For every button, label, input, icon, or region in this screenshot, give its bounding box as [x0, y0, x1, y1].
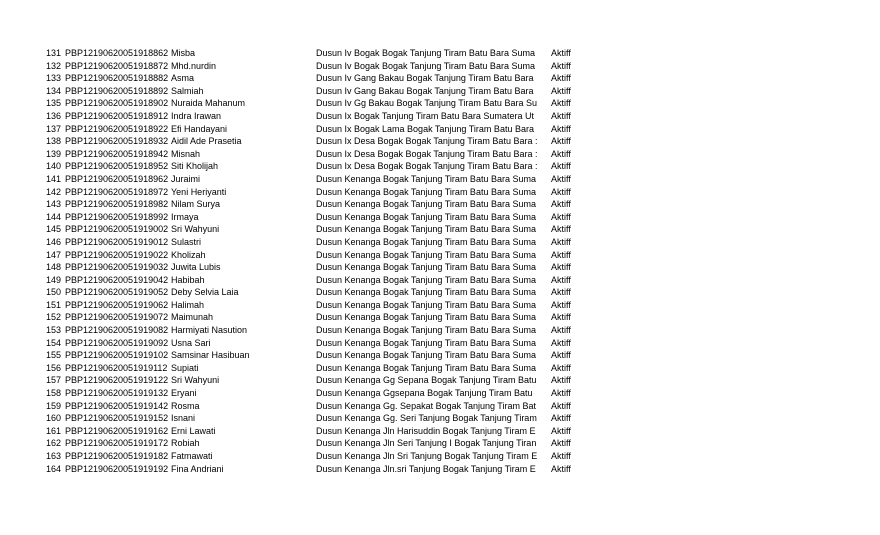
table-row: [46, 299, 571, 312]
recipient-id: PBP12190620051918992: [65, 211, 169, 222]
recipient-name: Fina Andriani: [171, 463, 224, 474]
status-text: Aktiff: [551, 425, 591, 438]
recipient-name: Deby Selvia Laia: [171, 287, 239, 298]
status-text: Aktiff: [551, 60, 591, 73]
recipient-name: Samsinar Hasibuan: [171, 350, 250, 361]
data-table: [46, 47, 571, 475]
recipient-address: Dusun Kenanga Gg. Seri Tanjung Bogak Tanjung Tiram: [316, 413, 537, 424]
row-number: 141: [46, 173, 62, 184]
row-number: 156: [46, 362, 62, 373]
recipient-address: Dusun Iv Bogak Bogak Tanjung Tiram Batu Bara Suma: [316, 60, 535, 71]
row-number: 147: [46, 249, 62, 260]
recipient-id: PBP12190620051918892: [65, 85, 169, 96]
recipient-name: Sulastri: [171, 236, 202, 247]
row-number: 152: [46, 312, 62, 323]
recipient-address: Dusun Kenanga Bogak Tanjung Tiram Batu Bara Suma: [316, 186, 536, 197]
recipient-id: PBP12190620051918922: [65, 123, 169, 134]
row-number: 146: [46, 236, 62, 247]
table-row: [46, 211, 571, 224]
row-number: 155: [46, 350, 62, 361]
recipient-id: PBP12190620051919092: [65, 337, 169, 348]
recipient-name: Sri Wahyuni: [171, 375, 220, 386]
row-number: 157: [46, 375, 62, 386]
recipient-id: PBP12190620051918942: [65, 148, 169, 159]
table-row: [46, 198, 571, 211]
table-row: [46, 425, 571, 438]
row-number: 160: [46, 413, 62, 424]
row-number: 133: [46, 73, 62, 84]
table-row: [46, 400, 571, 413]
recipient-address: Dusun Kenanga Jln Seri Tanjung I Bogak Tanjung Tiran: [316, 438, 537, 449]
row-number: 131: [46, 48, 62, 58]
status-text: Aktiff: [551, 450, 591, 463]
recipient-name: Isnani: [171, 413, 196, 424]
recipient-id: PBP12190620051918912: [65, 110, 169, 121]
recipient-id: PBP12190620051919102: [65, 350, 169, 361]
recipient-name: Maimunah: [171, 312, 214, 323]
recipient-id: PBP12190620051918872: [65, 60, 169, 71]
recipient-address: Dusun Kenanga Bogak Tanjung Tiram Batu Bara Suma: [316, 224, 536, 235]
recipient-id: PBP12190620051919062: [65, 299, 169, 310]
recipient-address: Dusun Kenanga Gg. Sepakat Bogak Tanjung Tiram Bat: [316, 400, 536, 411]
row-number: 158: [46, 388, 62, 399]
row-number: 134: [46, 85, 62, 96]
status-text: Aktiff: [551, 97, 591, 110]
recipient-id: PBP12190620051918932: [65, 136, 169, 147]
recipient-address: Dusun Kenanga Ggsepana Bogak Tanjung Tiram Batu: [316, 388, 533, 399]
row-number: 135: [46, 98, 62, 109]
table-row: [46, 60, 571, 73]
row-number: 137: [46, 123, 62, 134]
recipient-name: Efi Handayani: [171, 123, 228, 134]
status-text: Aktiff: [551, 47, 591, 60]
status-text: Aktiff: [551, 173, 591, 186]
recipient-address: Dusun Kenanga Jln.sri Tanjung Bogak Tanjung Tiram E: [316, 463, 536, 474]
recipient-id: PBP12190620051918882: [65, 73, 169, 84]
recipient-address: Dusun Kenanga Bogak Tanjung Tiram Batu Bara Suma: [316, 236, 536, 247]
recipient-address: Dusun Kenanga Jln Sri Tanjung Bogak Tanjung Tiram E: [316, 451, 538, 461]
recipient-id: PBP12190620051918972: [65, 186, 169, 197]
recipient-address: Dusun Kenanga Bogak Tanjung Tiram Batu Bara Suma: [316, 249, 536, 260]
status-text: Aktiff: [551, 72, 591, 85]
row-number: 151: [46, 299, 62, 310]
status-text: Aktiff: [551, 211, 591, 224]
status-text: Aktiff: [551, 437, 591, 450]
recipient-address: Dusun Kenanga Bogak Tanjung Tiram Batu Bara Suma: [316, 262, 536, 273]
recipient-name: Misba: [171, 48, 196, 58]
table-row: [46, 387, 571, 400]
recipient-id: PBP12190620051919152: [65, 413, 169, 424]
recipient-id: PBP12190620051919052: [65, 287, 169, 298]
status-text: Aktiff: [551, 374, 591, 387]
recipient-id: PBP12190620051919002: [65, 224, 169, 235]
table-row: [46, 374, 571, 387]
recipient-address: Dusun Kenanga Bogak Tanjung Tiram Batu Bara Suma: [316, 362, 536, 373]
recipient-address: Dusun Iv Gg Bakau Bogak Tanjung Tiram Batu Bara Su: [316, 98, 537, 109]
row-number: 159: [46, 400, 62, 411]
row-number: 142: [46, 186, 62, 197]
recipient-name: Juwita Lubis: [171, 262, 221, 273]
recipient-address: Dusun Kenanga Bogak Tanjung Tiram Batu Bara Suma: [316, 312, 536, 323]
row-number: 140: [46, 161, 62, 172]
recipient-id: PBP12190620051919032: [65, 262, 169, 273]
recipient-name: Robiah: [171, 438, 200, 449]
status-text: Aktiff: [551, 337, 591, 350]
table-row: [46, 160, 571, 173]
status-text: Aktiff: [551, 223, 591, 236]
recipient-name: Halimah: [171, 299, 205, 310]
status-text: Aktiff: [551, 186, 591, 199]
recipient-name: Habibah: [171, 274, 205, 285]
table-row: [46, 324, 571, 337]
row-number: 143: [46, 199, 62, 210]
recipient-name: Irmaya: [171, 211, 199, 222]
recipient-id: PBP12190620051919112: [65, 362, 168, 373]
recipient-address: Dusun Kenanga Bogak Tanjung Tiram Batu Bara Suma: [316, 325, 536, 336]
row-number: 161: [46, 425, 62, 436]
recipient-name: Misnah: [171, 148, 201, 159]
row-number: 154: [46, 337, 62, 348]
row-number: 164: [46, 463, 62, 474]
recipient-id: PBP12190620051919182: [65, 451, 169, 461]
row-number: 148: [46, 262, 62, 273]
table-row: [46, 463, 571, 476]
recipient-address: Dusun Kenanga Bogak Tanjung Tiram Batu Bara Suma: [316, 199, 536, 210]
status-text: Aktiff: [551, 85, 591, 98]
status-text: Aktiff: [551, 135, 591, 148]
status-text: Aktiff: [551, 400, 591, 413]
status-text: Aktiff: [551, 198, 591, 211]
recipient-id: PBP12190620051919012: [65, 236, 169, 247]
recipient-id: PBP12190620051919172: [65, 438, 169, 449]
table-row: [46, 412, 571, 425]
row-number: 145: [46, 224, 62, 235]
recipient-id: PBP12190620051919042: [65, 274, 169, 285]
recipient-address: Dusun Ix Desa Bogak Bogak Tanjung Tiram Batu Bara :: [316, 148, 538, 159]
status-text: Aktiff: [551, 110, 591, 123]
recipient-name: Sri Wahyuni: [171, 224, 220, 235]
recipient-address: Dusun Ix Bogak Lama Bogak Tanjung Tiram Batu Bara: [316, 123, 534, 134]
row-number: 132: [46, 60, 62, 71]
table-row: [46, 286, 571, 299]
recipient-name: Erni Lawati: [171, 425, 216, 436]
recipient-address: Dusun Kenanga Bogak Tanjung Tiram Batu Bara Suma: [316, 287, 536, 298]
recipient-id: PBP12190620051919082: [65, 325, 169, 336]
status-text: Aktiff: [551, 160, 591, 173]
recipient-id: PBP12190620051918862: [65, 48, 169, 58]
recipient-name: Yeni Heriyanti: [171, 186, 227, 197]
recipient-address: Dusun Iv Bogak Bogak Tanjung Tiram Batu Bara Suma: [316, 48, 535, 58]
recipient-id: PBP12190620051919072: [65, 312, 169, 323]
recipient-id: PBP12190620051918902: [65, 98, 169, 109]
table-row: [46, 72, 571, 85]
table-row: [46, 148, 571, 161]
recipient-name: Mhd.nurdin: [171, 60, 217, 71]
table-row: [46, 349, 571, 362]
recipient-address: Dusun Ix Desa Bogak Bogak Tanjung Tiram Batu Bara :: [316, 136, 538, 147]
recipient-name: Harmiyati Nasution: [171, 325, 248, 336]
recipient-id: PBP12190620051918952: [65, 161, 169, 172]
recipient-address: Dusun Iv Gang Bakau Bogak Tanjung Tiram Batu Bara: [316, 85, 534, 96]
status-text: Aktiff: [551, 148, 591, 161]
status-text: Aktiff: [551, 274, 591, 287]
recipient-id: PBP12190620051918962: [65, 173, 169, 184]
table-row: [46, 47, 571, 60]
recipient-id: PBP12190620051919132: [65, 388, 169, 399]
status-text: Aktiff: [551, 123, 591, 136]
recipient-name: Fatmawati: [171, 451, 213, 461]
status-text: Aktiff: [551, 387, 591, 400]
status-text: Aktiff: [551, 299, 591, 312]
recipient-address: Dusun Kenanga Bogak Tanjung Tiram Batu Bara Suma: [316, 211, 536, 222]
recipient-id: PBP12190620051919192: [65, 463, 169, 474]
recipient-name: Eryani: [171, 388, 197, 399]
status-text: Aktiff: [551, 349, 591, 362]
recipient-name: Kholizah: [171, 249, 206, 260]
recipient-name: Aidil Ade Prasetia: [171, 136, 242, 147]
status-text: Aktiff: [551, 286, 591, 299]
row-number: 162: [46, 438, 62, 449]
table-row: [46, 223, 571, 236]
status-text: Aktiff: [551, 362, 591, 375]
recipient-address: Dusun Kenanga Bogak Tanjung Tiram Batu Bara Suma: [316, 173, 536, 184]
recipient-address: Dusun Kenanga Bogak Tanjung Tiram Batu Bara Suma: [316, 274, 536, 285]
row-number: 153: [46, 325, 62, 336]
table-row: [46, 186, 571, 199]
row-number: 163: [46, 451, 62, 461]
table-row: [46, 337, 571, 350]
status-text: Aktiff: [551, 261, 591, 274]
table-row: [46, 110, 571, 123]
table-row: [46, 135, 571, 148]
table-row: [46, 450, 571, 463]
status-text: Aktiff: [551, 311, 591, 324]
recipient-name: Usna Sari: [171, 337, 211, 348]
recipient-name: Juraimi: [171, 173, 201, 184]
table-row: [46, 362, 571, 375]
status-text: Aktiff: [551, 463, 591, 476]
recipient-name: Asma: [171, 73, 195, 84]
table-row: [46, 173, 571, 186]
recipient-id: PBP12190620051919162: [65, 425, 169, 436]
recipient-address: Dusun Kenanga Gg Sepana Bogak Tanjung Tiram Batu: [316, 375, 537, 386]
table-row: [46, 236, 571, 249]
recipient-address: Dusun Kenanga Bogak Tanjung Tiram Batu Bara Suma: [316, 350, 536, 361]
table-row: [46, 261, 571, 274]
recipient-address: Dusun Ix Desa Bogak Bogak Tanjung Tiram Batu Bara :: [316, 161, 538, 172]
table-row: [46, 311, 571, 324]
recipient-name: Indra Irawan: [171, 110, 222, 121]
table-row: [46, 123, 571, 136]
table-row: [46, 249, 571, 262]
status-text: Aktiff: [551, 236, 591, 249]
recipient-id: PBP12190620051919122: [65, 375, 169, 386]
table-row: [46, 97, 571, 110]
recipient-name: Nuraida Mahanum: [171, 98, 246, 109]
row-number: 144: [46, 211, 62, 222]
recipient-id: PBP12190620051919142: [65, 400, 169, 411]
row-number: 136: [46, 110, 62, 121]
recipient-address: Dusun Iv Gang Bakau Bogak Tanjung Tiram Batu Bara: [316, 73, 534, 84]
recipient-name: Salmiah: [171, 85, 204, 96]
row-number: 139: [46, 148, 62, 159]
table-row: [46, 437, 571, 450]
recipient-id: PBP12190620051919022: [65, 249, 169, 260]
row-number: 149: [46, 274, 62, 285]
recipient-address: Dusun Ix Bogak Tanjung Tiram Batu Bara Sumatera Ut: [316, 110, 534, 121]
status-text: Aktiff: [551, 412, 591, 425]
row-number: 138: [46, 136, 62, 147]
table-row: [46, 274, 571, 287]
recipient-address: Dusun Kenanga Bogak Tanjung Tiram Batu Bara Suma: [316, 337, 536, 348]
recipient-name: Rosma: [171, 400, 200, 411]
row-number: 150: [46, 287, 62, 298]
recipient-id: PBP12190620051918982: [65, 199, 169, 210]
recipient-name: Nilam Surya: [171, 199, 221, 210]
recipient-address: Dusun Kenanga Jln Harisuddin Bogak Tanjung Tiram E: [316, 425, 536, 436]
recipient-name: Siti Kholijah: [171, 161, 219, 172]
table-row: [46, 85, 571, 98]
status-text: Aktiff: [551, 324, 591, 337]
status-text: Aktiff: [551, 249, 591, 262]
recipient-name: Supiati: [171, 362, 199, 373]
recipient-address: Dusun Kenanga Bogak Tanjung Tiram Batu Bara Suma: [316, 299, 536, 310]
